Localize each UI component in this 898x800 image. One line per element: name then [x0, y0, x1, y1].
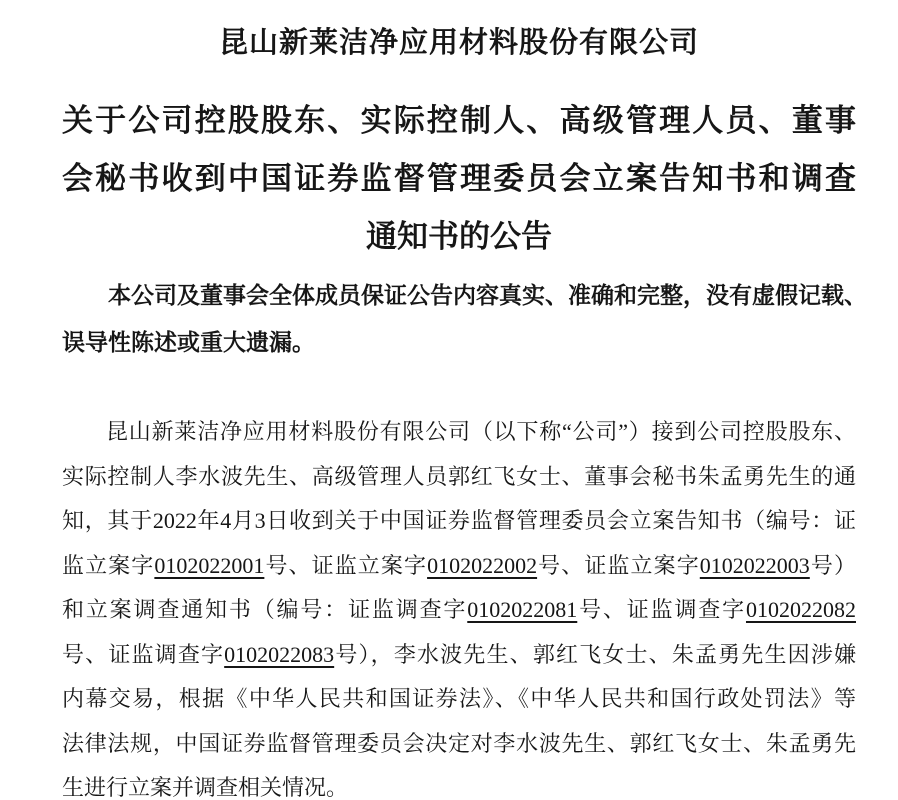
text-segment: 昆山新莱洁净应用材料股份有限公司（以下称“公司”）接到公司控股股东、 — [106, 419, 856, 444]
text-segment: 内幕交易，根据《中华人民共和国证券法》、《中华人民共和国行政处罚法》等 — [62, 686, 856, 711]
case-number: 0102022003 — [699, 552, 810, 578]
announcement-title — [62, 92, 856, 266]
announcement-title-line: 关于公司控股股东、实际控制人、高级管理人员、董事 — [62, 103, 856, 138]
text-segment: 号、证监立案字 — [264, 552, 428, 578]
case-number: 0102022002 — [427, 552, 538, 578]
body-paragraph — [62, 410, 856, 800]
document-line — [62, 499, 856, 544]
disclaimer-paragraph — [62, 272, 867, 366]
announcement-title-line: 通知书的公告 — [366, 219, 552, 254]
document-line — [62, 410, 856, 455]
document-line — [62, 588, 856, 633]
text-segment: 和立案调查通知书（编号：证监调查字 — [62, 597, 468, 622]
text-segment: 实际控制人李水波先生、高级管理人员郭红飞女士、董事会秘书朱孟勇先生的通 — [62, 463, 856, 489]
text-segment: 号），李水波先生、郭红飞女士、朱孟勇先生因涉嫌 — [334, 641, 856, 667]
case-number: 0102022082 — [745, 597, 856, 622]
case-number: 0102022001 — [154, 552, 265, 578]
text-segment: 号、证监调查字 — [577, 597, 746, 622]
text-segment: 号） — [809, 552, 856, 578]
text-segment: 号、证监调查字 — [62, 641, 225, 667]
text-segment: 生进行立案并调查相关情况。 — [62, 775, 349, 800]
document-line — [62, 677, 856, 722]
document-line — [62, 455, 856, 500]
text-segment: 法律法规，中国证券监督管理委员会决定对李水波先生、郭红飞女士、朱孟勇先 — [62, 730, 856, 756]
case-number: 0102022081 — [467, 597, 578, 622]
company-title: 昆山新莱洁净应用材料股份有限公司 — [218, 27, 699, 59]
disclaimer-line: 本公司及董事会全体成员保证公告内容真实、准确和完整，没有虚假记载、 — [108, 283, 867, 308]
text-segment: 监立案字 — [62, 552, 155, 578]
document-line — [62, 544, 856, 589]
document-line — [62, 722, 856, 767]
text-segment: 知，其于2022年4月3日收到关于中国证券监督管理委员会立案告知书（编号：证 — [62, 508, 856, 533]
text-segment: 号、证监立案字 — [537, 552, 700, 578]
document-line — [62, 633, 856, 678]
announcement-title-line: 会秘书收到中国证券监督管理委员会立案告知书和调查 — [62, 161, 856, 196]
disclaimer-line: 误导性陈述或重大遗漏。 — [62, 330, 315, 355]
document-line — [62, 766, 856, 800]
case-number: 0102022083 — [224, 641, 335, 667]
